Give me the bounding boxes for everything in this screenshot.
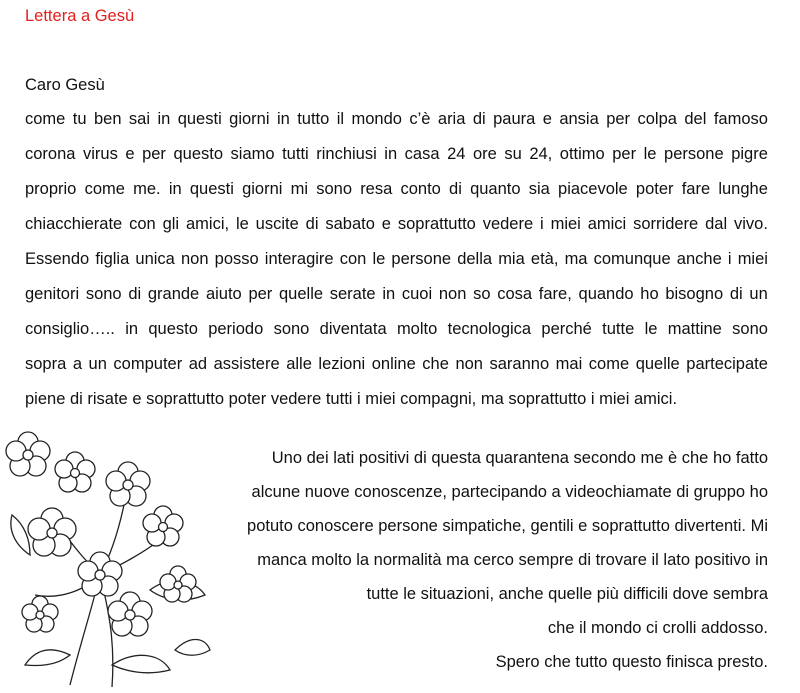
word: aria — [437, 110, 466, 128]
word: vedere — [482, 215, 534, 233]
word: tutto — [297, 110, 330, 128]
word: per — [248, 285, 273, 303]
word: aiuto — [205, 285, 242, 303]
paragraph-line — [25, 174, 768, 209]
paragraph-line: che il mondo ci crolli addosso. — [547, 619, 768, 637]
word: chiacchierate — [25, 215, 123, 233]
word: sono — [85, 285, 122, 303]
word: alle — [286, 355, 312, 373]
word: c’è — [409, 110, 431, 128]
word: e — [125, 145, 135, 163]
paragraph-line: alcune nuove conoscenze, partecipando a videochiamate di gruppo ho — [251, 483, 768, 501]
word: anche — [676, 250, 722, 268]
word: lezioni — [318, 355, 366, 373]
word: in — [382, 285, 396, 303]
word: corona — [25, 145, 76, 163]
word: figlia — [95, 250, 130, 268]
word: con — [339, 250, 367, 268]
word: a — [72, 355, 82, 373]
word: sono — [273, 320, 310, 338]
word: mia — [498, 250, 525, 268]
paragraph-1 — [25, 104, 768, 419]
word: computer — [113, 355, 183, 373]
word: come — [84, 180, 125, 198]
word: periodo — [208, 320, 264, 338]
word: partecipate — [686, 355, 768, 373]
word: in — [168, 180, 182, 198]
word: questi — [189, 180, 234, 198]
word: assistere — [213, 355, 280, 373]
word: online — [371, 355, 416, 373]
paragraph-line — [25, 244, 768, 279]
word: diventata — [319, 320, 387, 338]
word: del — [684, 110, 707, 128]
paragraph-line — [25, 209, 768, 244]
word: in — [276, 110, 290, 128]
paragraph-line: potuto conoscere persone simpatiche, gentili e soprattutto divertenti. Mi — [247, 517, 768, 535]
word: unica — [135, 250, 175, 268]
word: interagire — [264, 250, 334, 268]
word: perché — [541, 320, 592, 338]
word: su — [504, 145, 522, 163]
word: uscite — [255, 215, 299, 233]
word: giorni — [242, 180, 283, 198]
word: persone — [391, 250, 452, 268]
word: e — [542, 110, 552, 128]
word: grande — [147, 285, 200, 303]
word: mi — [290, 180, 309, 198]
word: in — [125, 320, 139, 338]
word: fare, — [538, 285, 572, 303]
word: i — [540, 215, 544, 233]
word: come — [25, 110, 66, 128]
word: me. — [133, 180, 161, 198]
word: siamo — [230, 145, 275, 163]
word: questo — [148, 320, 198, 338]
word: lunghe — [718, 180, 768, 198]
word: genitori — [25, 285, 80, 303]
word: tutti — [282, 145, 309, 163]
paragraph-line-last: piene di risate e soprattutto poter vedere tutti i miei compagni, ma soprattutto i miei amici. — [25, 390, 678, 408]
word: sai — [128, 110, 151, 128]
word: quanto — [470, 180, 521, 198]
word: in — [384, 145, 398, 163]
word: ho — [640, 285, 659, 303]
word: questo — [173, 145, 224, 163]
word: che — [422, 355, 449, 373]
paragraph-line — [25, 314, 768, 349]
word: amici — [587, 215, 627, 233]
word: comunque — [593, 250, 671, 268]
word: 24, — [529, 145, 553, 163]
word: le — [372, 250, 386, 268]
word: piacevole — [558, 180, 628, 198]
word: sono — [732, 320, 768, 338]
word: vivo. — [734, 215, 768, 233]
word: pigre — [731, 145, 768, 163]
word: di — [729, 285, 743, 303]
paragraph-line — [25, 139, 768, 174]
word: persone — [664, 145, 724, 163]
word: per — [612, 145, 637, 163]
word: proprio — [25, 180, 77, 198]
word: paura — [493, 110, 536, 128]
word: serate — [329, 285, 376, 303]
word: mattine — [667, 320, 722, 338]
word: so — [473, 285, 491, 303]
flower-bouquet-icon — [0, 425, 215, 693]
word: mai — [555, 355, 583, 373]
word: questi — [177, 110, 222, 128]
word: ben — [93, 110, 122, 128]
word: i — [727, 250, 732, 268]
document-title: Lettera a Gesù — [25, 7, 135, 25]
word: bisogno — [665, 285, 724, 303]
paragraph-line — [25, 104, 768, 139]
word: fare — [681, 180, 711, 198]
word: ore — [472, 145, 497, 163]
word: di — [128, 285, 142, 303]
word: cosa — [497, 285, 533, 303]
word: virus — [82, 145, 118, 163]
word: ad — [188, 355, 208, 373]
word: le — [235, 215, 249, 233]
word: ansia — [559, 110, 599, 128]
paragraph-line — [25, 279, 768, 314]
word: per — [606, 110, 631, 128]
word: non — [455, 355, 483, 373]
word: quelle — [279, 285, 324, 303]
word: non — [180, 250, 209, 268]
word: Essendo — [25, 250, 90, 268]
word: di — [472, 110, 486, 128]
word: consiglio….. — [25, 320, 115, 338]
word: non — [438, 285, 467, 303]
word: conto — [400, 180, 441, 198]
paragraph-line — [25, 349, 768, 384]
word: in — [157, 110, 171, 128]
paragraph-line: manca molto la normalità ma cerco sempre di trovare il lato positivo in — [257, 551, 768, 569]
word: molto — [396, 320, 438, 338]
word: di — [305, 215, 319, 233]
word: per — [142, 145, 166, 163]
word: le — [643, 145, 657, 163]
word: ma — [564, 250, 588, 268]
word: sia — [528, 180, 550, 198]
word: e — [381, 215, 391, 233]
word: casa — [404, 145, 440, 163]
word: amici, — [185, 215, 230, 233]
word: ottimo — [559, 145, 605, 163]
word: quando — [578, 285, 634, 303]
word: cuoi — [401, 285, 433, 303]
word: famoso — [713, 110, 768, 128]
word: quelle — [635, 355, 680, 373]
word: della — [457, 250, 493, 268]
word: miei — [550, 215, 581, 233]
word: 24 — [447, 145, 466, 163]
word: sono — [316, 180, 352, 198]
word: le — [644, 320, 658, 338]
paragraph-2 — [247, 443, 768, 681]
word: poter — [635, 180, 674, 198]
word: mondo — [351, 110, 402, 128]
word: sorridere — [633, 215, 699, 233]
word: saranno — [489, 355, 550, 373]
paragraph-line: Spero che tutto questo finisca presto. — [495, 653, 768, 671]
word: sabato — [325, 215, 375, 233]
word: tu — [72, 110, 87, 128]
word: di — [449, 180, 462, 198]
word: soprattutto — [397, 215, 476, 233]
word: un — [88, 355, 107, 373]
word: giorni — [229, 110, 270, 128]
word: il — [336, 110, 345, 128]
paragraph-line: tutte le situazioni, anche quelle più difficili dove sembra — [366, 585, 768, 603]
word: rinchiusi — [316, 145, 377, 163]
paragraph-line: Uno dei lati positivi di questa quarantena secondo me è che ho fatto — [271, 449, 768, 467]
word: posso — [214, 250, 259, 268]
salutation: Caro Gesù — [25, 76, 105, 94]
word: gli — [162, 215, 180, 233]
word: età, — [530, 250, 559, 268]
word: con — [129, 215, 156, 233]
word: un — [749, 285, 768, 303]
word: sopra — [25, 355, 67, 373]
word: come — [588, 355, 630, 373]
word: dal — [705, 215, 728, 233]
word: colpa — [637, 110, 677, 128]
word: resa — [360, 180, 393, 198]
word: tutte — [602, 320, 635, 338]
word: miei — [737, 250, 768, 268]
word: tecnologica — [447, 320, 532, 338]
